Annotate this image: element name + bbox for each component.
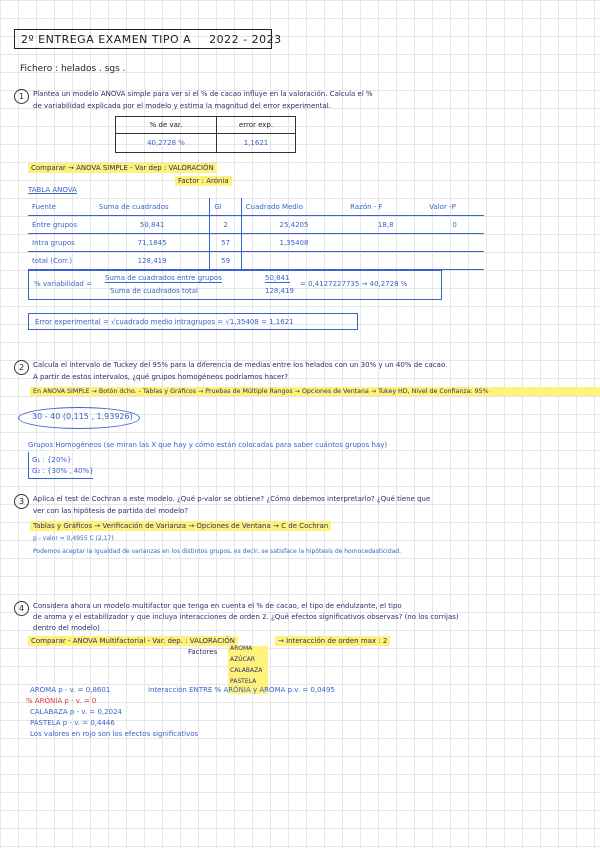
group-1: G₁ : {20%} — [32, 456, 72, 464]
anova-cell: 71,1845 — [95, 234, 210, 252]
factor-item: AZÚCAR — [230, 656, 256, 663]
anova-table — [28, 198, 484, 270]
q1-line1: Plantea un modelo ANOVA simple para ver si el % de cacao influye en la valoración. Calcula el % — [33, 90, 373, 98]
q2-line1: Calcula el intervalo de Tuckey del 95% para la diferencia de medias entre los helados con un 30% y un 40% de cacao. — [33, 361, 448, 369]
q2-line2: A partir de estos intervalos, ¿qué grupos homogéneos podríamos hacer? — [33, 373, 288, 381]
exam-title: 2º ENTREGA EXAMEN TIPO A — [21, 32, 192, 46]
groups-note: Grupos Homogéneos (se miran las X que hay y cómo están colocadas para saber cuántos grupos hay) — [28, 441, 388, 449]
result-interaction-note: interacción ENTRE % ARÓNIA y AROMA p.v. = 0,0495 — [148, 686, 335, 694]
q3-line2: ver con las hipótesis de partida del modelo? — [33, 507, 189, 515]
anova-table-title: TABLA ANOVA — [28, 186, 77, 194]
factor-item: PASTELA — [230, 678, 257, 685]
anova-cell — [241, 252, 346, 270]
anova-cell: 50,841 — [95, 216, 210, 234]
file-name: Fichero : helados . sgs . — [20, 64, 126, 74]
q1-factor: Factor : Arónia — [175, 176, 232, 186]
anova-cell — [346, 252, 425, 270]
anova-header: Gl — [210, 198, 241, 216]
q4-footer: Los valores en rojo son los efectos significativos — [30, 730, 199, 738]
question-number-1: 1 — [14, 89, 29, 104]
formula-label: % variabilidad = — [34, 280, 92, 288]
q3-conclusion: Podemos aceptar la igualdad de varianzas en los distintos grupos, es decir, se satisface la hipótesis de homocedasticidad. — [33, 548, 402, 555]
anova-cell — [425, 234, 484, 252]
q4-line1: Considera ahora un modelo multifactor que tenga en cuenta el % de cacao, el tipo de endulzante, el tipo — [33, 602, 402, 610]
anova-cell — [425, 252, 484, 270]
anova-cell: 18,8 — [346, 216, 425, 234]
factor-item: CALABAZA — [230, 667, 263, 674]
q4-interaction: → Interacción de orden max : 2 — [275, 636, 390, 646]
question-number-2: 2 — [14, 360, 29, 375]
anova-header: Fuente — [28, 198, 95, 216]
tukey-interval: 30 - 40 (0,115 , 1,93926) — [32, 412, 133, 421]
formula-numerator-value: 50,841 — [265, 274, 290, 282]
q2-path: En ANOVA SIMPLE → Botón dcho. - Tablas y Gráficos → Pruebas de Múltiple Rangos → Opciones de Ventana → Tukey HD, Nivel de Confianza: 95% — [30, 387, 600, 396]
q3-line1: Aplica el test de Cochran a este modelo. ¿Qué p-valor se obtiene? ¿Cómo debemos interpretarlo? ¿Qué tiene que — [33, 495, 431, 503]
anova-header: Razón - F — [346, 198, 425, 216]
anova-cell: 25,4205 — [241, 216, 346, 234]
anova-cell: 2 — [210, 216, 241, 234]
anova-cell: Intra grupos — [28, 234, 95, 252]
question-number-4: 4 — [14, 601, 29, 616]
anova-cell: 0 — [425, 216, 484, 234]
small-table-header: % de var. — [116, 117, 217, 134]
anova-cell: 59 — [210, 252, 241, 270]
q1-small-table — [115, 116, 296, 153]
anova-header: Cuadrado Medio — [241, 198, 346, 216]
q4-compare: Comparar - ANOVA Multifactorial - Var. dep. : VALORACIÓN — [28, 636, 238, 646]
question-number-3: 3 — [14, 494, 29, 509]
formula-result: = 0,4127227735 → 40,2728 % — [300, 280, 408, 288]
anova-header: Suma de cuadrados — [95, 198, 210, 216]
formula-numerator: Suma de cuadrados entre grupos — [105, 274, 222, 282]
exam-year: 2022 - 2023 — [209, 32, 282, 46]
title-box — [14, 29, 282, 49]
anova-header: Valor -P — [425, 198, 484, 216]
formula-denominator-value: 128,419 — [265, 287, 294, 295]
result-aronia: % ARÓNIA p - v. = 0 — [26, 697, 97, 705]
anova-cell: Entre grupos — [28, 216, 95, 234]
anova-cell: 57 — [210, 234, 241, 252]
q1-line2: de variabilidad explicada por el modelo y estima la magnitud del error experimental. — [33, 102, 331, 110]
formula-denominator: Suma de cuadrados total — [110, 287, 198, 295]
group-2: G₂ : {30% , 40%} — [32, 467, 94, 475]
q3-path: Tablas y Gráficos → Verificación de Varianza → Opciones de Ventana → C de Cochran — [30, 521, 331, 531]
experimental-error-box: Error experimental = √cuadrado medio intragrupos = √1,35408 = 1,1621 — [28, 313, 358, 330]
q3-pvalue: p - valor = 0,4955 C (2,17) — [33, 535, 114, 542]
factor-item: AROMA — [230, 645, 253, 652]
result-aroma: AROMA p - v. = 0,8601 — [30, 686, 111, 694]
small-table-value: 1,1621 — [217, 134, 296, 153]
anova-cell: total (Corr.) — [28, 252, 95, 270]
q4-line2: de aroma y el estabilizador y que incluya interacciones de orden 2. ¿Qué efectos significativos observas? (no los corrijas) — [33, 613, 459, 621]
anova-cell: 128,419 — [95, 252, 210, 270]
factors-label: Factores — [188, 648, 218, 656]
result-calabaza: CALABAZA p - v. = 0,2024 — [30, 708, 122, 716]
anova-cell — [346, 234, 425, 252]
small-table-value: 40,2728 % — [116, 134, 217, 153]
result-pastela: PASTELA p - v. = 0,4446 — [30, 719, 115, 727]
anova-cell: 1,35408 — [241, 234, 346, 252]
small-table-header: error exp. — [217, 117, 296, 134]
q4-line3: dentro del modelo) — [33, 624, 100, 632]
q1-compare: Comparar → ANOVA SIMPLE - Var dep : VALORACIÓN — [28, 163, 217, 173]
